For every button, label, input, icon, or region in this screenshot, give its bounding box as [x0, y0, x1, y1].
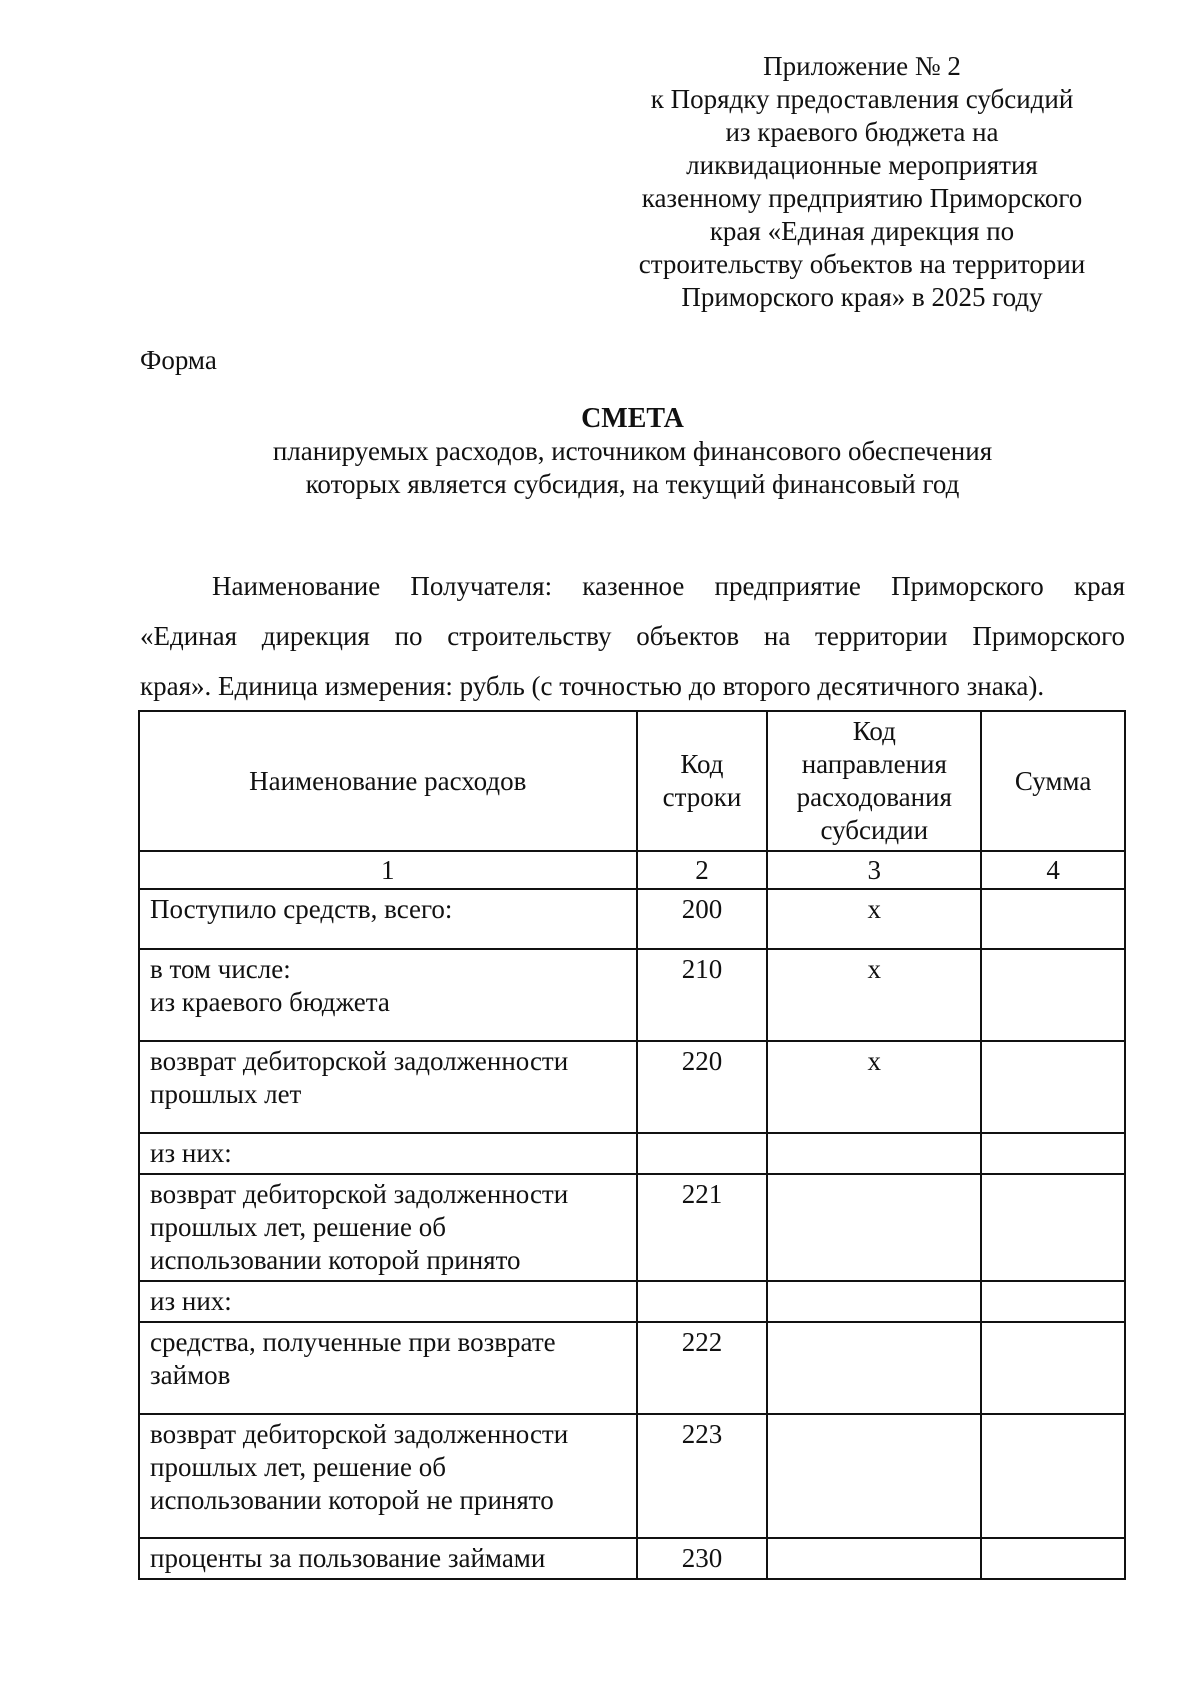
cell-expense-name-line: прошлых лет	[150, 1079, 302, 1109]
cell-expense-name-line: Поступило средств, всего:	[150, 894, 453, 924]
cell-row-code: 210	[637, 949, 768, 1041]
header-row-code-line: строки	[662, 782, 742, 812]
appendix-line: из краевого бюджета на	[725, 117, 999, 147]
column-number: 2	[637, 851, 768, 889]
table-row	[139, 949, 1125, 1041]
header-direction-code-line: расходования	[796, 782, 952, 812]
header-expense-name: Наименование расходов	[139, 711, 637, 851]
cell-sum	[981, 889, 1125, 949]
cell-expense-name-line: использовании которой принято	[150, 1245, 521, 1275]
header-row-code	[637, 711, 768, 851]
cell-row-code: 223	[637, 1414, 768, 1538]
document-heading	[140, 402, 1125, 501]
cell-expense-name-line: проценты за пользование займами	[150, 1543, 546, 1573]
cell-expense-name-line: использовании которой не принято	[150, 1485, 554, 1515]
recipient-line: края». Единица измерения: рубль (с точностью до второго десятичного знака).	[140, 671, 1045, 701]
cell-direction-code	[767, 1538, 981, 1579]
cell-expense-name	[139, 1041, 637, 1133]
cell-expense-name-line: из них:	[150, 1138, 232, 1168]
cell-row-code: 230	[637, 1538, 768, 1579]
cell-direction-code: х	[767, 1041, 981, 1133]
cell-sum	[981, 1174, 1125, 1281]
cell-expense-name	[139, 1133, 637, 1174]
cell-expense-name-line: прошлых лет, решение об	[150, 1452, 446, 1482]
cell-sum	[981, 1041, 1125, 1133]
cell-direction-code	[767, 1174, 981, 1281]
cell-row-code: 221	[637, 1174, 768, 1281]
form-label: Форма	[140, 345, 217, 375]
cell-direction-code	[767, 1414, 981, 1538]
cell-expense-name-line: возврат дебиторской задолженности	[150, 1046, 569, 1076]
table-body	[139, 889, 1125, 1579]
cell-expense-name	[139, 889, 637, 949]
table-row	[139, 1538, 1125, 1579]
cell-direction-code: х	[767, 889, 981, 949]
cell-sum	[981, 1322, 1125, 1414]
column-number: 3	[767, 851, 981, 889]
column-number: 1	[139, 851, 637, 889]
header-row-code-line: Код	[680, 749, 724, 779]
table-row	[139, 889, 1125, 949]
cell-sum	[981, 1133, 1125, 1174]
table-row	[139, 1133, 1125, 1174]
appendix-block	[612, 50, 1112, 314]
table-row	[139, 1414, 1125, 1538]
header-direction-code	[767, 711, 981, 851]
appendix-line: Приложение № 2	[763, 51, 961, 81]
appendix-line: края «Единая дирекция по	[709, 216, 1015, 246]
table-row	[139, 1281, 1125, 1322]
recipient-line: Наименование Получателя: казенное предприятие Приморского края	[212, 571, 1125, 601]
cell-sum	[981, 1538, 1125, 1579]
header-sum: Сумма	[981, 711, 1125, 851]
document-subtitle-line: которых является субсидия, на текущий финансовый год	[305, 469, 960, 499]
cell-expense-name	[139, 1281, 637, 1322]
estimate-table	[138, 710, 1126, 1580]
recipient-line: «Единая дирекция по строительству объектов на территории Приморского	[140, 621, 1125, 651]
cell-row-code: 200	[637, 889, 768, 949]
cell-expense-name	[139, 949, 637, 1041]
cell-row-code	[637, 1281, 768, 1322]
document-title: СМЕТА	[581, 403, 684, 434]
header-direction-code-line: субсидии	[820, 815, 929, 845]
cell-direction-code	[767, 1281, 981, 1322]
appendix-line: к Порядку предоставления субсидий	[650, 84, 1074, 114]
appendix-line: ликвидационные мероприятия	[686, 150, 1038, 180]
cell-direction-code: х	[767, 949, 981, 1041]
header-direction-code-line: Код	[852, 716, 896, 746]
header-direction-code-line: направления	[801, 749, 947, 779]
cell-expense-name-line: средства, полученные при возврате	[150, 1327, 556, 1357]
cell-expense-name-line: прошлых лет, решение об	[150, 1212, 446, 1242]
column-number: 4	[981, 851, 1125, 889]
cell-sum	[981, 1281, 1125, 1322]
cell-expense-name-line: возврат дебиторской задолженности	[150, 1419, 569, 1449]
cell-expense-name	[139, 1174, 637, 1281]
cell-expense-name-line: возврат дебиторской задолженности	[150, 1179, 569, 1209]
table-row	[139, 1174, 1125, 1281]
cell-direction-code	[767, 1133, 981, 1174]
cell-expense-name-line: в том числе:	[150, 954, 291, 984]
cell-sum	[981, 949, 1125, 1041]
appendix-line: строительству объектов на территории	[638, 249, 1086, 279]
recipient-paragraph	[140, 561, 1125, 711]
cell-row-code: 222	[637, 1322, 768, 1414]
table-header-row	[139, 711, 1125, 851]
cell-row-code: 220	[637, 1041, 768, 1133]
cell-expense-name-line: из краевого бюджета	[150, 987, 390, 1017]
column-number-row	[139, 851, 1125, 889]
cell-sum	[981, 1414, 1125, 1538]
table-row	[139, 1322, 1125, 1414]
appendix-line: Приморского края» в 2025 году	[681, 282, 1043, 312]
document-subtitle-line: планируемых расходов, источником финансового обеспечения	[272, 436, 993, 466]
cell-direction-code	[767, 1322, 981, 1414]
cell-expense-name	[139, 1538, 637, 1579]
cell-expense-name	[139, 1322, 637, 1414]
appendix-line: казенному предприятию Приморского	[641, 183, 1083, 213]
cell-expense-name	[139, 1414, 637, 1538]
cell-row-code	[637, 1133, 768, 1174]
cell-expense-name-line: займов	[150, 1360, 231, 1390]
table-row	[139, 1041, 1125, 1133]
cell-expense-name-line: из них:	[150, 1286, 232, 1316]
